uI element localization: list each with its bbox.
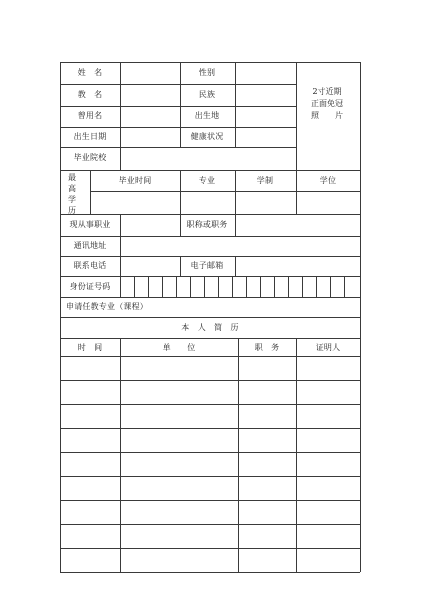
id-box-line	[246, 276, 247, 297]
col-header-duty: 职 务	[254, 343, 280, 352]
col-line	[120, 62, 121, 147]
id-box-line	[218, 276, 219, 297]
label-former-name: 曾用名	[77, 111, 103, 120]
label-name: 姓 名	[77, 68, 103, 77]
label-health: 健康状况	[190, 132, 224, 141]
id-box-line	[204, 276, 205, 297]
rule	[60, 297, 360, 298]
rule	[60, 548, 360, 549]
photo-placeholder	[296, 86, 358, 122]
id-box-line	[274, 276, 275, 297]
resume-col-line	[296, 338, 297, 572]
id-box-line	[232, 276, 233, 297]
label-apply-subject: 申请任教专业（课程）	[66, 302, 148, 311]
id-box-line	[330, 276, 331, 297]
col-line	[235, 62, 236, 147]
id-box-line	[260, 276, 261, 297]
rule	[60, 236, 360, 237]
rule	[60, 147, 296, 148]
label-gender: 性别	[198, 68, 216, 77]
photo-line: 照 片	[311, 111, 343, 120]
rule	[60, 524, 360, 525]
rule	[60, 276, 360, 277]
id-box-line	[288, 276, 289, 297]
border-bottom	[60, 572, 360, 573]
label-major: 专业	[198, 176, 216, 185]
id-box-line	[190, 276, 191, 297]
label-birth-date: 出生日期	[73, 132, 107, 141]
rule	[60, 214, 360, 215]
id-box-line	[316, 276, 317, 297]
resume-col-line	[238, 338, 239, 572]
col-header-witness: 证明人	[315, 343, 341, 352]
col-line	[180, 62, 181, 147]
label-education: 教 名	[77, 90, 103, 99]
col-line	[296, 170, 297, 214]
label-phone: 联系电话	[73, 261, 107, 270]
label-grad-time: 毕业时间	[118, 176, 152, 185]
label-current-job: 现从事职业	[69, 220, 111, 229]
label-title-position: 职称或职务	[186, 220, 228, 229]
col-header-time: 时 间	[77, 343, 103, 352]
col-line	[235, 256, 236, 276]
rule	[60, 476, 360, 477]
resume-title: 本 人 简 历	[181, 323, 239, 332]
col-line	[235, 214, 236, 236]
rule	[60, 380, 360, 381]
border-left	[60, 62, 61, 572]
id-box-line	[162, 276, 163, 297]
id-box-line	[344, 276, 345, 297]
rule	[60, 500, 360, 501]
col-line	[180, 256, 181, 276]
rule	[60, 356, 360, 357]
id-box-line	[120, 276, 121, 297]
rule	[60, 170, 360, 171]
col-line	[235, 170, 236, 214]
col-line	[120, 214, 121, 236]
rule	[60, 428, 360, 429]
col-line	[120, 236, 121, 256]
col-line	[180, 214, 181, 236]
id-box-line	[302, 276, 303, 297]
col-line	[120, 147, 121, 170]
resume-col-line	[120, 338, 121, 572]
rule	[60, 404, 360, 405]
border-top	[60, 62, 360, 63]
rule	[60, 127, 296, 128]
rule	[60, 317, 360, 318]
label-birthplace: 出生地	[194, 111, 220, 120]
id-box-line	[148, 276, 149, 297]
label-ethnicity: 民族	[198, 90, 216, 99]
col-header-unit: 单 位	[162, 343, 196, 352]
label-degree: 学位	[319, 176, 337, 185]
id-box-line	[176, 276, 177, 297]
rule	[60, 106, 296, 107]
label-study-length: 学制	[256, 176, 274, 185]
col-line	[180, 170, 181, 214]
id-box-line	[134, 276, 135, 297]
label-email: 电子邮箱	[190, 261, 224, 270]
label-address: 通讯地址	[73, 241, 107, 250]
col-line	[90, 170, 91, 214]
col-line	[120, 256, 121, 276]
label-id-number: 身份证号码	[69, 282, 111, 291]
photo-line: 2寸近期	[312, 87, 342, 96]
rule	[90, 191, 360, 192]
photo-line: 正面免冠	[311, 99, 343, 108]
rule	[60, 452, 360, 453]
label-highest-degree: 最 高 学 历	[68, 173, 76, 215]
label-school: 毕业院校	[73, 153, 107, 162]
rule	[60, 256, 360, 257]
border-right	[360, 62, 361, 572]
rule	[60, 338, 360, 339]
rule	[60, 84, 296, 85]
